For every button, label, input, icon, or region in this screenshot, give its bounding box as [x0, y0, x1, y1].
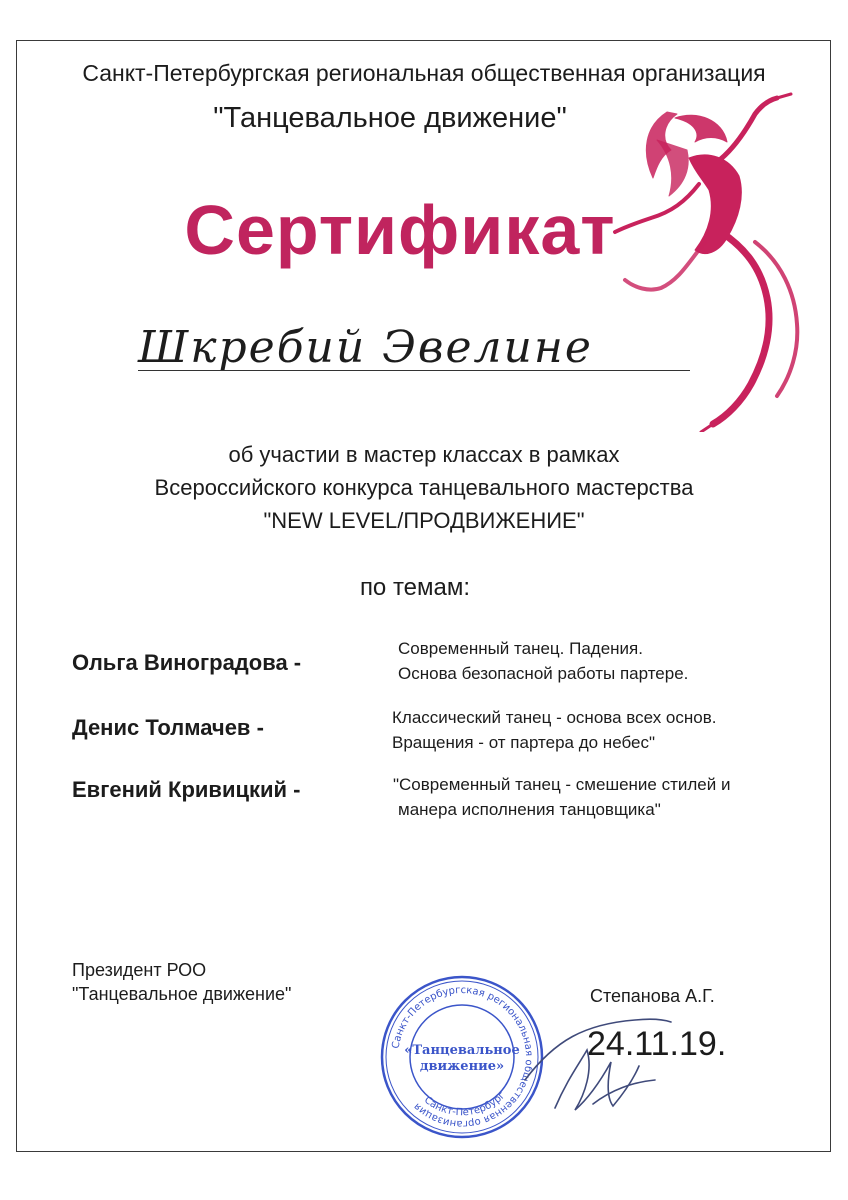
- signature-position-line-1: Президент РОО: [72, 960, 207, 980]
- teacher-name: Евгений Кривицкий -: [72, 777, 301, 802]
- handwritten-signature: [515, 1010, 675, 1120]
- certificate-title: Сертификат: [184, 191, 616, 269]
- signature-position-line-2: "Танцевальное движение": [72, 984, 292, 1004]
- recipient-underline: [138, 370, 690, 371]
- teacher-topic-line-2: Основа безопасной работы партере.: [398, 664, 689, 683]
- recipient-name: Шкребий Эвелине: [138, 322, 593, 373]
- topics-label: по темам:: [359, 574, 471, 601]
- teacher-topic-line-1: Классический танец - основа всех основ.: [392, 708, 717, 727]
- description-line-1: об участии в мастер классах в рамках: [228, 442, 620, 467]
- stamp-center-line-1: «Танцевальное: [404, 1043, 520, 1058]
- stamp-bottom-text: Санкт-Петербург: [421, 1090, 508, 1119]
- teacher-name: Ольга Виноградова -: [72, 650, 302, 675]
- stamp-outer-text: Санкт-Петербургская региональная общественная организация: [390, 984, 535, 1130]
- description-line-2: Всероссийского конкурса танцевального мастерства: [154, 475, 694, 500]
- organization-line-2: "Танцевальное движение": [213, 102, 567, 134]
- teacher-topic-line-1: Современный танец. Падения.: [398, 639, 643, 658]
- signature-date: 24.11.19.: [587, 1025, 727, 1063]
- teacher-topic-line-2: Вращения - от партера до небес": [392, 733, 655, 752]
- signatory-name: Степанова А.Г.: [590, 986, 715, 1006]
- teacher-name: Денис Толмачев -: [72, 715, 264, 740]
- description-line-3: "NEW LEVEL/ПРОДВИЖЕНИЕ": [263, 508, 585, 533]
- organization-line-1: Санкт-Петербургская региональная общественная организация: [82, 60, 766, 86]
- teacher-topic-line-1: "Современный танец - смешение стилей и: [393, 775, 731, 794]
- teacher-topic-line-2: манера исполнения танцовщика": [398, 800, 661, 819]
- stamp-center-line-2: движение»: [419, 1059, 505, 1074]
